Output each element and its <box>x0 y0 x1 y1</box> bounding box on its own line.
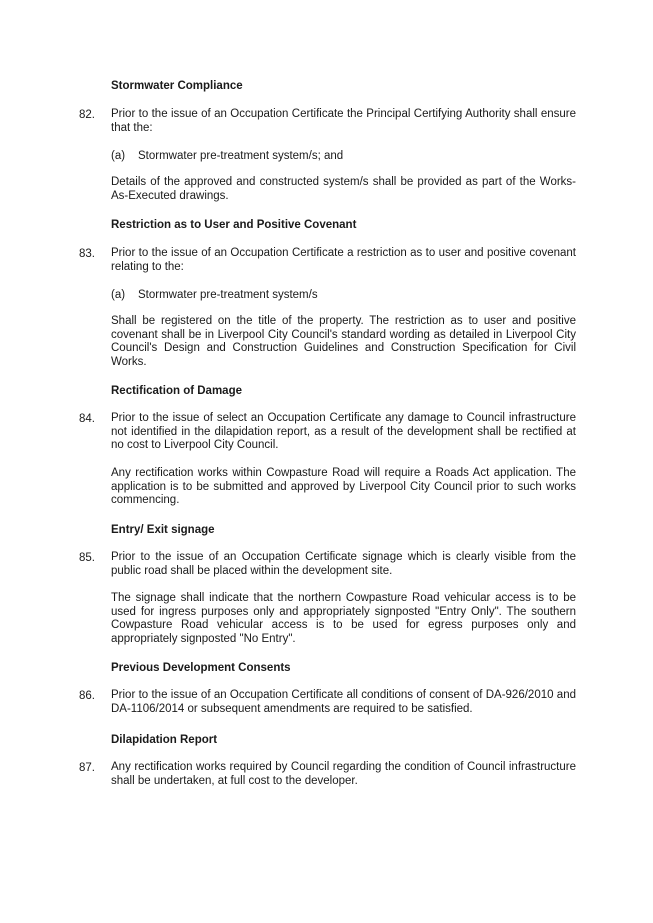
item-label: (a) <box>111 150 126 162</box>
section-heading: Entry/ Exit signage <box>111 524 215 536</box>
item-label: (a) <box>111 289 126 301</box>
item-text: Stormwater pre-treatment system/s <box>138 289 318 301</box>
condition-text: Prior to the issue of an Occupation Certificate signage which is clearly visible from the public road shall be placed within the development site. <box>111 551 576 577</box>
section-heading: Dilapidation Report <box>111 734 218 746</box>
condition-text: Prior to the issue of select an Occupation Certificate any damage to Council infrastructure not identified in the dilapidation report, as a result of the development shall be rectified at no cost to Liverpool City Council. <box>111 412 576 452</box>
condition-number: 85. <box>79 552 95 564</box>
condition-number: 87. <box>79 762 95 774</box>
condition-paragraph: The signage shall indicate that the northern Cowpasture Road vehicular access is to be used for ingress purposes only and appropriately signposted "Entry Only". The southern Cowpasture Road vehicular access is to be used for egress purposes only and appropriately signposted "No Entry". <box>111 592 576 645</box>
section-heading: Restriction as to User and Positive Covenant <box>111 219 357 231</box>
condition-paragraph: Details of the approved and constructed system/s shall be provided as part of the Works-As-Executed drawings. <box>111 176 576 202</box>
condition-paragraph: Any rectification works within Cowpasture Road will require a Roads Act application. The application is to be submitted and approved by Liverpool City Council prior to such works commencing. <box>111 467 576 507</box>
condition-number: 82. <box>79 109 95 121</box>
condition-text: Any rectification works required by Council regarding the condition of Council infrastructure shall be undertaken, at full cost to the developer. <box>111 761 576 787</box>
condition-number: 83. <box>79 248 95 260</box>
condition-text: Prior to the issue of an Occupation Certificate a restriction as to user and positive covenant relating to the: <box>111 247 576 273</box>
item-text: Stormwater pre-treatment system/s; and <box>138 150 344 162</box>
section-heading: Rectification of Damage <box>111 385 242 397</box>
condition-number: 84. <box>79 413 95 425</box>
section-heading: Stormwater Compliance <box>111 80 243 92</box>
section-heading: Previous Development Consents <box>111 662 291 674</box>
condition-text: Prior to the issue of an Occupation Certificate all conditions of consent of DA-926/2010 and DA-1106/2014 or subsequent amendments are required to be satisfied. <box>111 689 576 715</box>
condition-number: 86. <box>79 690 95 702</box>
condition-text: Prior to the issue of an Occupation Certificate the Principal Certifying Authority shall ensure that the: <box>111 108 576 134</box>
condition-paragraph: Shall be registered on the title of the property. The restriction as to user and positive covenant shall be in Liverpool City Council's standard wording as detailed in Liverpool City Council's Design and Construction Guidelines and Construction Specification for Civil Works. <box>111 315 576 368</box>
